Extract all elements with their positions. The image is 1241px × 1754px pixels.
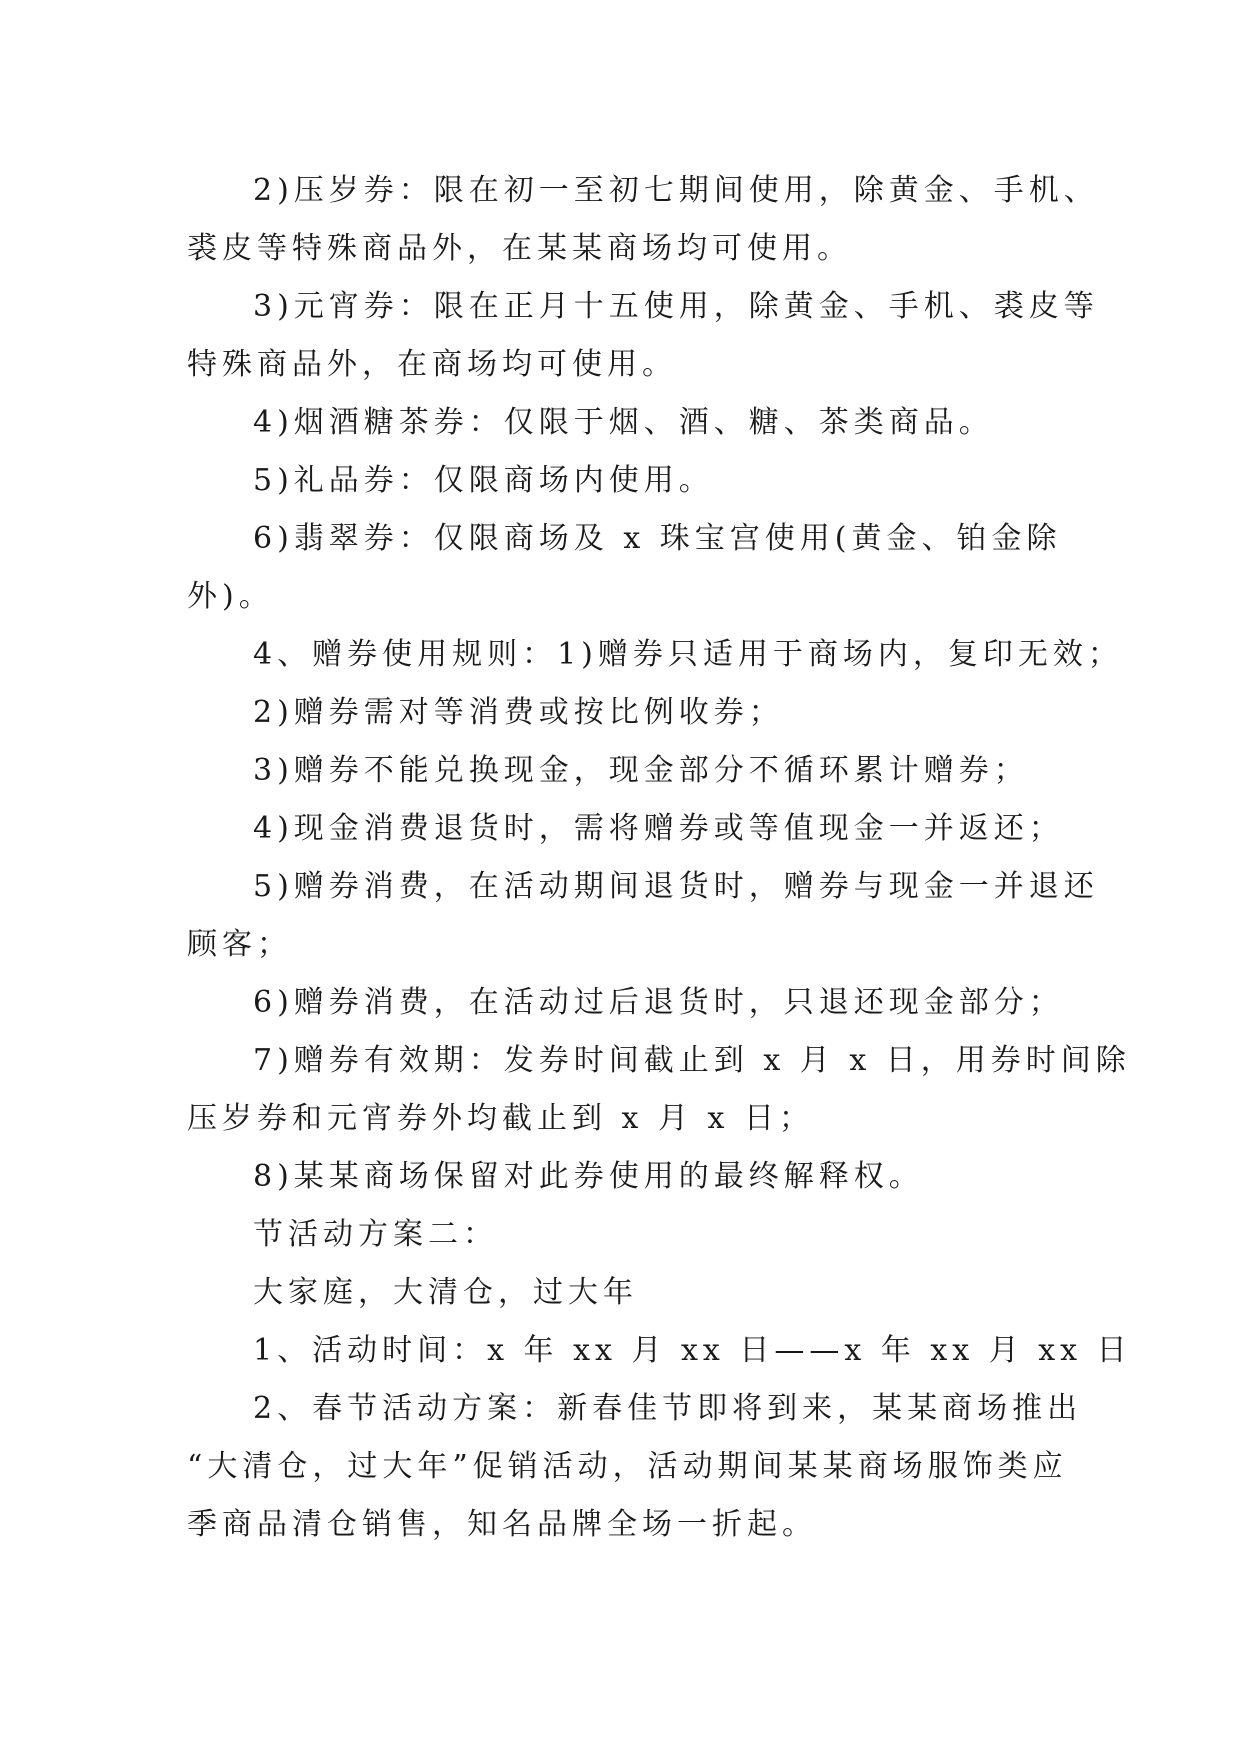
paragraph-line: 特殊商品外，在商场均可使用。 <box>187 347 677 382</box>
paragraph-line: 4)烟酒糖茶券：仅限于烟、酒、糖、茶类商品。 <box>253 405 994 440</box>
paragraph-line: “大清仓，过大年”促销活动，活动期间某某商场服饰类应 <box>187 1449 1068 1484</box>
paragraph-line: 2)压岁券：限在初一至初七期间使用，除黄金、手机、 <box>253 173 1099 208</box>
paragraph-line: 3)元宵券：限在正月十五使用，除黄金、手机、裘皮等 <box>253 289 1099 324</box>
paragraph-line: 季商品清仓销售，知名品牌全场一折起。 <box>187 1507 817 1542</box>
slogan-line: 大家庭，大清仓，过大年 <box>253 1275 638 1310</box>
paragraph-line: 4、赠券使用规则：1)赠券只适用于商场内，复印无效； <box>253 637 1123 672</box>
paragraph-line: 3)赠券不能兑换现金，现金部分不循环累计赠券； <box>253 753 1029 788</box>
paragraph-line: 1、活动时间：x 年 xx 月 xx 日——x 年 xx 月 xx 日 <box>253 1333 1132 1368</box>
paragraph-line: 4)现金消费退货时，需将赠券或等值现金一并返还； <box>253 811 1064 846</box>
paragraph-line: 2)赠券需对等消费或按比例收券； <box>253 695 784 730</box>
section-heading: 节活动方案二： <box>253 1217 498 1252</box>
paragraph-line: 7)赠券有效期：发券时间截止到 x 月 x 日，用券时间除 <box>253 1043 1131 1078</box>
paragraph-line: 6)翡翠券：仅限商场及 x 珠宝宫使用(黄金、铂金除 <box>253 521 1062 556</box>
paragraph-line: 5)赠券消费，在活动期间退货时，赠券与现金一并退还 <box>253 869 1099 904</box>
paragraph-line: 8)某某商场保留对此券使用的最终解释权。 <box>253 1159 924 1194</box>
paragraph-line: 6)赠券消费，在活动过后退货时，只退还现金部分； <box>253 985 1064 1020</box>
paragraph-line: 2、春节活动方案：新春佳节即将到来，某某商场推出 <box>253 1391 1083 1426</box>
paragraph-line: 5)礼品券：仅限商场内使用。 <box>253 463 714 498</box>
document-body <box>187 162 1132 1554</box>
paragraph-line: 外)。 <box>187 579 274 614</box>
paragraph-line: 顾客； <box>187 927 292 962</box>
paragraph-line: 裘皮等特殊商品外，在某某商场均可使用。 <box>187 231 852 266</box>
paragraph-line: 压岁券和元宵券外均截止到 x 月 x 日； <box>187 1101 814 1136</box>
